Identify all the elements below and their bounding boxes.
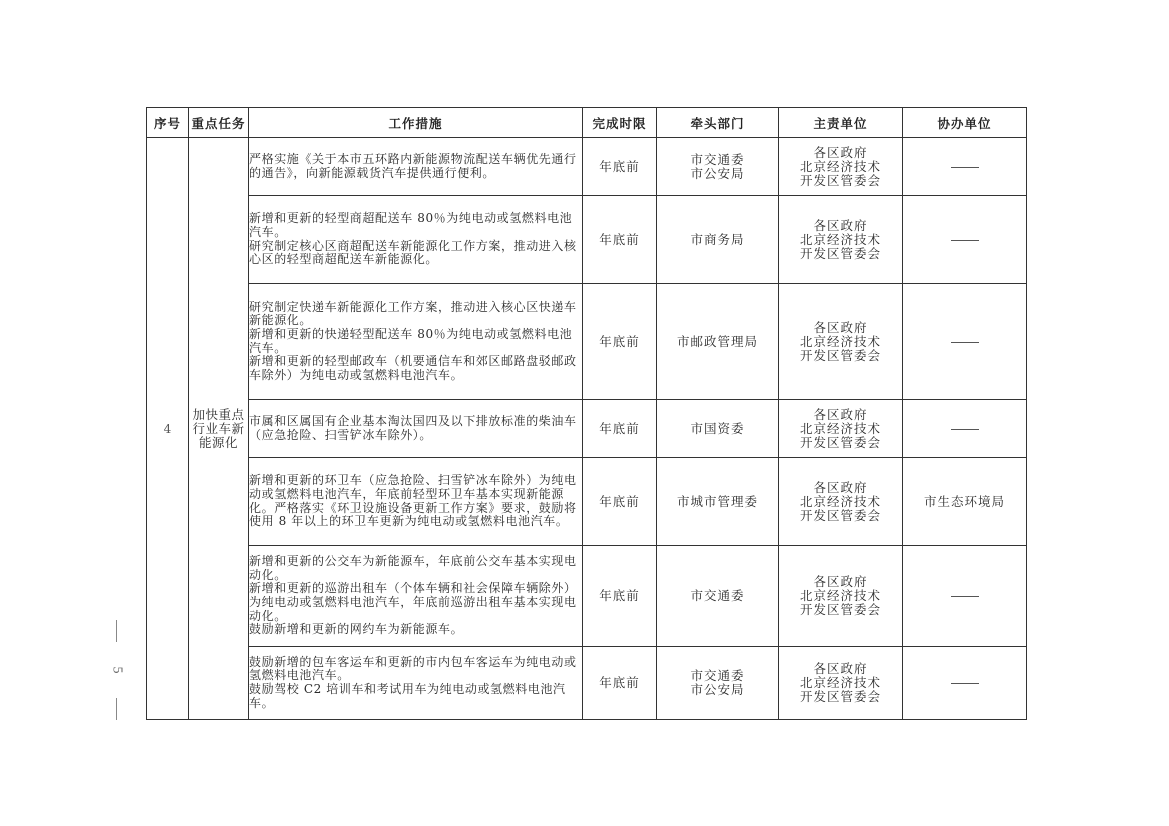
responsible-line: 开发区管委会 — [799, 689, 881, 704]
measure-paragraph: 新增和更新的巡游出租车（个体车辆和社会保障车辆除外）为纯电动或氢燃料电池汽车，年底前巡游出租车基本实现电动化。 — [249, 581, 577, 623]
measure-paragraph: 鼓励驾校 C2 培训车和考试用车为纯电动或氢燃料电池汽车。 — [249, 682, 566, 710]
responsible-cell — [779, 138, 903, 196]
empty-dash — [951, 429, 979, 430]
responsible-line: 各区政府 — [813, 661, 868, 676]
deadline-cell: 年底前 — [583, 138, 657, 196]
lead-cell — [657, 284, 779, 400]
task-line: 加快重点 — [192, 406, 245, 422]
measure-paragraph: 新增和更新的轻型邮政车（机要通信车和郊区邮路盘驳邮政车除外）为纯电动或氢燃料电池汽车。 — [249, 354, 577, 382]
responsible-line: 北京经济技术 — [799, 588, 881, 603]
group-seq: 4 — [147, 138, 189, 720]
deadline-cell: 年底前 — [583, 284, 657, 400]
responsible-line: 开发区管委会 — [799, 347, 881, 363]
responsible-cell — [779, 458, 903, 546]
assist-cell — [903, 138, 1027, 196]
measure-paragraph: 新增和更新的快递轻型配送车 80％为纯电动或氢燃料电池汽车。 — [249, 326, 573, 355]
responsible-line: 各区政府 — [813, 574, 868, 589]
header-lead: 牵头部门 — [657, 108, 779, 138]
lead-line: 市公安局 — [690, 682, 745, 697]
assist-cell — [903, 196, 1027, 284]
lead-line: 市公安局 — [690, 165, 745, 181]
measures-cell — [249, 196, 583, 284]
assist-cell: 市生态环境局 — [903, 458, 1027, 546]
responsible-line: 开发区管委会 — [799, 602, 881, 617]
measure-paragraph: 研究制定核心区商超配送车新能源化工作方案，推动进入核心区的轻型商超配送车新能源化。 — [249, 238, 577, 267]
empty-dash — [951, 596, 979, 597]
group-task — [189, 138, 249, 720]
header-seq: 序号 — [147, 108, 189, 138]
assist-cell — [903, 647, 1027, 720]
lead-line: 市国资委 — [690, 420, 745, 436]
measures-cell — [249, 546, 583, 647]
measures-cell — [249, 647, 583, 720]
lead-cell — [657, 546, 779, 647]
responsible-line: 开发区管委会 — [799, 434, 881, 450]
table-row — [147, 138, 1027, 196]
responsible-line: 开发区管委会 — [799, 245, 881, 261]
responsible-line: 北京经济技术 — [799, 333, 881, 349]
measures-cell — [249, 458, 583, 546]
responsible-cell — [779, 196, 903, 284]
table-row — [147, 546, 1027, 647]
deadline-cell: 年底前 — [583, 647, 657, 720]
empty-dash — [951, 683, 979, 684]
page-dash-bottom — [116, 698, 117, 720]
lead-line: 市交通委 — [690, 151, 745, 167]
responsible-line: 各区政府 — [813, 406, 868, 422]
header-deadline: 完成时限 — [583, 108, 657, 138]
deadline-cell: 年底前 — [583, 400, 657, 458]
responsible-line: 各区政府 — [813, 217, 868, 233]
page-number — [104, 620, 128, 720]
page-number-text: 5 — [109, 666, 124, 674]
responsible-line: 北京经济技术 — [799, 420, 881, 436]
measure-paragraph: 新增和更新的环卫车（应急抢险、扫雪铲冰车除外）为纯电动或氢燃料电池汽车，年底前轻型环卫车基本实现新能源化。严格落实《环卫设施设备更新工作方案》要求，鼓励将使用 8 年以上的环卫车更新为纯电动或氢燃料电池汽车。 — [249, 473, 577, 529]
deadline-cell: 年底前 — [583, 196, 657, 284]
responsible-line: 北京经济技术 — [799, 493, 881, 509]
responsible-line: 各区政府 — [813, 144, 868, 160]
responsible-line: 北京经济技术 — [799, 231, 881, 247]
measure-paragraph: 新增和更新的公交车为新能源车，年底前公交车基本实现电动化。 — [249, 554, 577, 582]
measures-cell — [249, 400, 583, 458]
assist-cell — [903, 546, 1027, 647]
responsible-cell — [779, 284, 903, 400]
page-dash-top — [116, 620, 117, 642]
lead-line: 市交通委 — [690, 668, 745, 683]
responsible-line: 各区政府 — [813, 319, 868, 335]
empty-dash — [951, 240, 979, 241]
task-line: 能源化 — [198, 434, 238, 450]
lead-line: 市交通委 — [690, 588, 745, 603]
measure-paragraph: 研究制定快递车新能源化工作方案，推动进入核心区快递车新能源化。 — [249, 299, 577, 328]
measure-paragraph: 鼓励新增的包车客运车和更新的市内包车客运车为纯电动或氢燃料电池汽车。 — [249, 654, 577, 683]
lead-cell — [657, 400, 779, 458]
lead-line: 市商务局 — [690, 231, 745, 247]
header-responsible: 主责单位 — [779, 108, 903, 138]
table-row — [147, 458, 1027, 546]
assist-cell — [903, 284, 1027, 400]
responsible-line: 北京经济技术 — [799, 158, 881, 174]
measures-table — [146, 107, 1027, 720]
table-row — [147, 647, 1027, 720]
lead-cell — [657, 138, 779, 196]
measures-cell — [249, 284, 583, 400]
lead-cell — [657, 647, 779, 720]
measure-paragraph: 市属和区属国有企业基本淘汰国四及以下排放标准的柴油车（应急抢险、扫雪铲冰车除外）。 — [249, 413, 577, 442]
task-line: 行业车新 — [192, 420, 245, 436]
lead-cell — [657, 196, 779, 284]
responsible-cell — [779, 400, 903, 458]
responsible-line: 北京经济技术 — [799, 675, 881, 690]
responsible-cell — [779, 546, 903, 647]
deadline-cell: 年底前 — [583, 458, 657, 546]
header-assist: 协办单位 — [903, 108, 1027, 138]
deadline-cell: 年底前 — [583, 546, 657, 647]
measure-paragraph: 鼓励新增和更新的网约车为新能源车。 — [249, 622, 464, 637]
lead-cell — [657, 458, 779, 546]
empty-dash — [951, 167, 979, 168]
responsible-line: 开发区管委会 — [799, 172, 881, 188]
measure-paragraph: 新增和更新的轻型商超配送车 80％为纯电动或氢燃料电池汽车。 — [249, 211, 573, 239]
table-row — [147, 284, 1027, 400]
lead-line: 市城市管理委 — [676, 493, 758, 509]
empty-dash — [951, 342, 979, 343]
measure-paragraph: 严格实施《关于本市五环路内新能源物流配送车辆优先通行的通告》，向新能源载货汽车提供通行便利。 — [249, 151, 577, 180]
responsible-cell — [779, 647, 903, 720]
lead-line: 市邮政管理局 — [676, 333, 758, 349]
assist-cell — [903, 400, 1027, 458]
responsible-line: 开发区管委会 — [799, 507, 881, 523]
table-header-row — [147, 108, 1027, 138]
measures-cell — [249, 138, 583, 196]
table-row — [147, 196, 1027, 284]
header-measures: 工作措施 — [249, 108, 583, 138]
header-task: 重点任务 — [189, 108, 249, 138]
table-row — [147, 400, 1027, 458]
responsible-line: 各区政府 — [813, 479, 868, 495]
